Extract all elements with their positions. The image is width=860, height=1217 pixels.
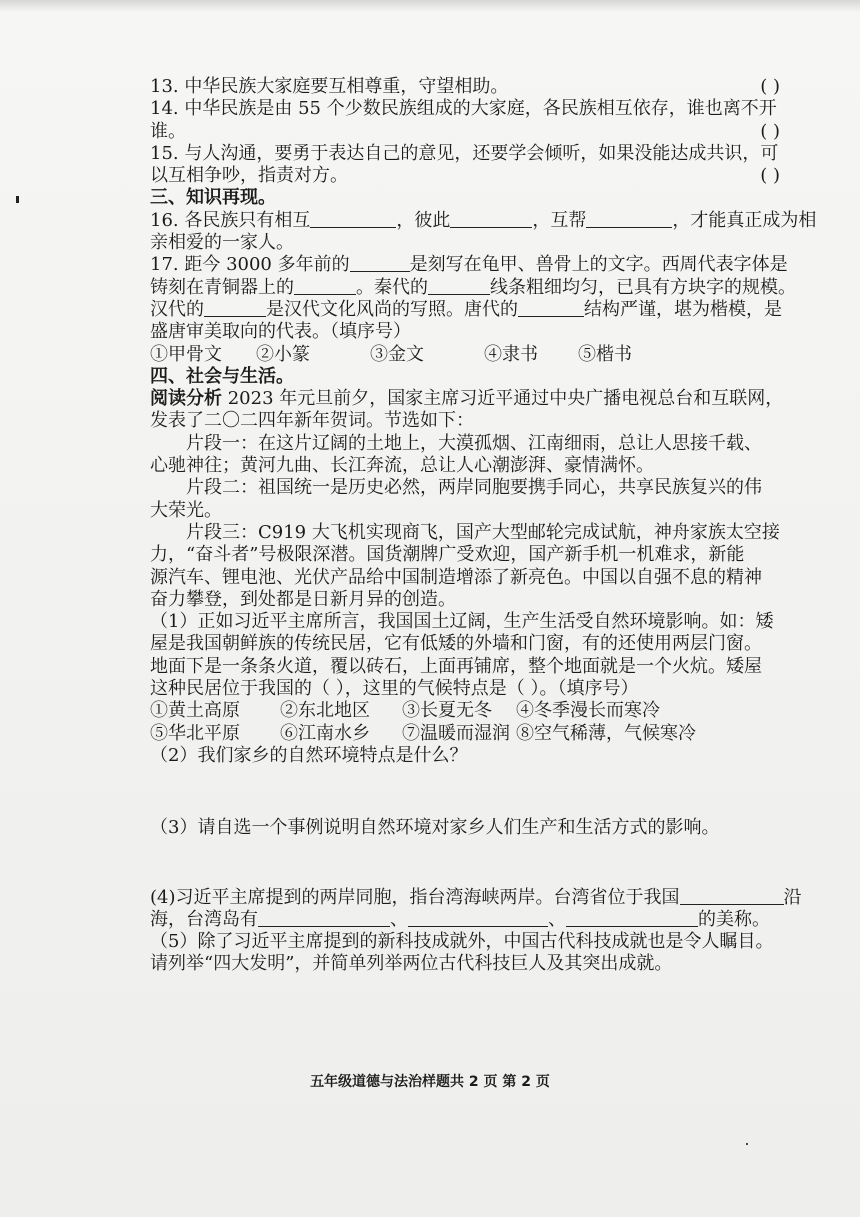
option-item: ⑤华北平原	[150, 722, 240, 744]
option-item: ⑧空气稀薄，气候寒冷	[516, 722, 696, 744]
blank[interactable]	[310, 211, 396, 228]
option-item: ④冬季漫长而寒冷	[516, 700, 660, 722]
question-17-line2: 铸刻在青铜器上的 。秦代的 线条粗细均匀，已具有方块字的规模。	[150, 276, 796, 298]
answer-parens-15: ( )	[760, 165, 780, 187]
question-17-options	[150, 344, 790, 366]
fragment-1-line2: 心驰神往；黄河九曲、长江奔流，总让人心潮澎湃、豪情满怀。	[150, 455, 654, 477]
fragment-1-line1: 片段一：在这片辽阔的土地上，大漠孤烟、江南细雨，总让人思接千载、	[186, 432, 762, 454]
option-item: ⑥江南水乡	[280, 722, 370, 744]
question-16-line2: 亲相爱的一家人。	[150, 232, 294, 254]
reading-intro-line2: 发表了二〇二四年新年贺词。节选如下：	[150, 410, 474, 432]
sub-question-1-options-row1	[150, 700, 790, 722]
scan-edge-shadow	[0, 0, 860, 12]
option-item: ③长夏无冬	[402, 700, 492, 722]
blank[interactable]	[518, 300, 584, 317]
sub-question-5-line2: 请列举“四大发明”，并简单列举两位古代科技巨人及其突出成就。	[150, 953, 673, 975]
question-14-line2: 谁。 ( )	[150, 120, 780, 142]
option-item: ⑤楷书	[578, 343, 632, 365]
scan-speck	[746, 1143, 748, 1145]
option-item: ①甲骨文	[150, 343, 222, 365]
sub-question-1-options-row2	[150, 723, 790, 745]
option-item: ⑦温暖而湿润	[402, 722, 510, 744]
answer-space[interactable]	[150, 840, 790, 887]
fragment-3-line1: 片段三：C919 大飞机实现商飞，国产大型邮轮完成试航，神舟家族太空接	[186, 521, 780, 543]
sub-question-5-line1: （5）除了习近平主席提到的新科技成就外，中国古代科技成就也是令人瞩目。	[150, 931, 774, 953]
option-item: ③金文	[370, 343, 424, 365]
page-footer: 五年级道德与法治样题共 2 页 第 2 页	[310, 1074, 550, 1090]
option-item: ②东北地区	[280, 700, 370, 722]
blank[interactable]	[408, 910, 548, 927]
fragment-3-line2: 力，“奋斗者”号极限深潜。国货潮牌广受欢迎，国产新手机一机难求，新能	[150, 544, 745, 566]
question-17-line4: 盛唐审美取向的代表。（填序号）	[150, 321, 411, 343]
blank[interactable]	[204, 300, 266, 317]
answer-parens-13: ( )	[760, 76, 780, 97]
section-3-heading: 三、知识再现。	[150, 187, 276, 209]
section-4-heading: 四、社会与生活。	[150, 365, 294, 387]
exam-content	[150, 76, 817, 976]
question-13-text: 13. 中华民族大家庭要互相尊重，守望相助。	[150, 76, 509, 97]
fragment-3-line3: 源汽车、锂电池、光伏产品给中国制造增添了新亮色。中国以自强不息的精神	[150, 566, 762, 588]
blank[interactable]	[350, 255, 410, 272]
question-17-line1: 17. 距今 3000 多年前的 是刻写在龟甲、兽骨上的文字。西周代表字体是	[150, 254, 788, 276]
fragment-3-line4: 奋力攀登，到处都是日新月异的创造。	[150, 588, 456, 610]
scan-speck	[16, 196, 19, 203]
question-15-line1: 15. 与人沟通，要勇于表达自己的意见，还要学会倾听，如果没能达成共识，可	[150, 142, 779, 164]
blank[interactable]	[294, 278, 356, 295]
sub-question-4-line2: 海，台湾岛有 、 、 的美称。	[150, 908, 770, 930]
blank[interactable]	[680, 888, 784, 905]
answer-space[interactable]	[150, 767, 790, 817]
blank[interactable]	[566, 910, 698, 927]
question-14-line1: 14. 中华民族是由 55 个少数民族组成的大家庭，各民族相互依存，谁也离不开	[150, 98, 777, 120]
sub-question-4-line1: (4)习近平主席提到的两岸同胞，指台湾海峡两岸。台湾省位于我国 沿	[150, 886, 802, 908]
blank[interactable]	[450, 211, 532, 228]
sub-question-1-line3: 地面下是一条条火道，覆以砖石，上面再铺席，整个地面就是一个火炕。矮屋	[150, 655, 762, 677]
fragment-2-line2: 大荣光。	[150, 499, 222, 521]
fragment-2-line1: 片段二：祖国统一是历史必然，两岸同胞要携手同心，共享民族复兴的伟	[186, 477, 762, 499]
question-16-line1: 16. 各民族只有相互 ，彼此 ，互帮 ，才能真正成为相	[150, 209, 817, 231]
reading-intro-line1: 阅读分析 2023 年元旦前夕，国家主席习近平通过中央广播电视总台和互联网，	[150, 388, 784, 410]
sub-question-2: （2）我们家乡的自然环境特点是什么？	[150, 744, 468, 766]
option-item: ①黄土高原	[150, 700, 240, 722]
option-item: ④隶书	[484, 343, 538, 365]
question-15-line2: 以互相争吵，指责对方。 ( )	[150, 165, 780, 187]
blank[interactable]	[428, 278, 490, 295]
sub-question-3: （3）请自选一个事例说明自然环境对家乡人们生产和生活方式的影响。	[150, 817, 720, 839]
blank[interactable]	[586, 211, 672, 228]
sub-question-1-line1: （1）正如习近平主席所言，我国国土辽阔，生产生活受自然环境影响。如：矮	[150, 611, 774, 633]
sub-question-1-line2: 屋是我国朝鲜族的传统民居，它有低矮的外墙和门窗，有的还使用两层门窗。	[150, 633, 762, 655]
question-13	[150, 76, 790, 98]
sub-question-1-line4: 这种民居位于我国的（ ），这里的气候特点是（ ）。（填序号）	[150, 678, 639, 700]
blank[interactable]	[258, 910, 390, 927]
answer-parens-14: ( )	[760, 120, 780, 142]
reading-label: 阅读分析	[150, 388, 222, 410]
question-17-line3: 汉代的 是汉代文化风尚的写照。唐代的 结构严谨，堪为楷模，是	[150, 298, 782, 320]
option-item: ②小篆	[256, 343, 310, 365]
